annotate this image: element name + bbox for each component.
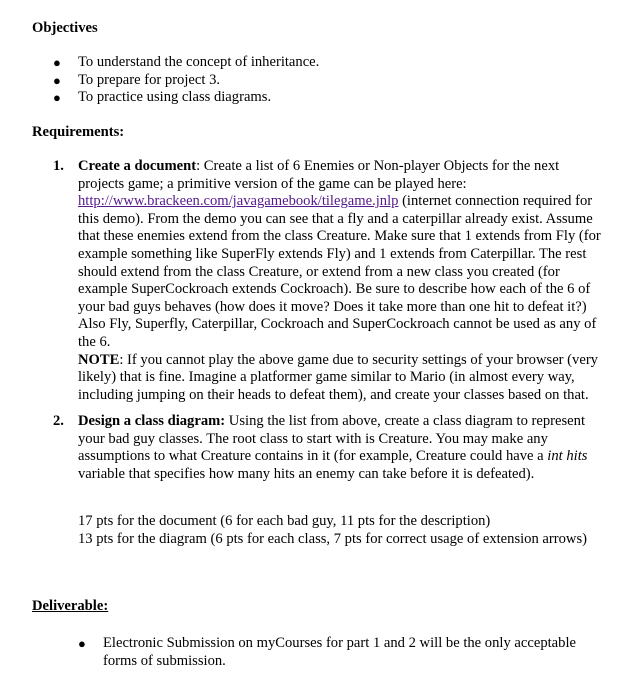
bullet-icon: ●	[53, 55, 61, 70]
requirements-list-2	[53, 413, 606, 483]
deliverable-list	[78, 635, 593, 670]
requirement-item-2: 2. Design a class diagram: Using the list from above, create a class diagram to represent your bad guy classes. The root class to start with is Creature. You may make any assumptions to what Creature contains in it (for example, Creature could have a int hits variable that specifies how many hits an enemy can take before it is defeated).	[53, 413, 588, 482]
requirements-list	[53, 158, 606, 404]
list-item: ● To prepare for project 3.	[53, 71, 221, 88]
game-demo-link[interactable]: http://www.brackeen.com/javagamebook/tilegame.jnlp	[78, 193, 399, 210]
bullet-icon: ●	[53, 72, 61, 88]
objectives-list	[53, 54, 598, 107]
points-breakdown	[78, 513, 618, 548]
item-title: Design a class diagram:	[78, 413, 226, 429]
points-document: 17 pts for the document (6 for each bad guy, 11 pts for the description)	[78, 513, 491, 529]
requirements-heading: Requirements:	[32, 124, 125, 140]
points-diagram: 13 pts for the diagram (6 pts for each class, 7 pts for correct usage of extension arrows)	[78, 530, 587, 547]
item-number: 2.	[53, 413, 64, 429]
list-item: ● Electronic Submission on myCourses for part 1 and 2 will be the only acceptable forms of submission.	[78, 635, 576, 669]
item-title: Create a document	[78, 158, 197, 174]
int-hits-term: int hits	[547, 448, 588, 465]
item-number: 1.	[53, 158, 64, 174]
objectives-heading: Objectives	[32, 20, 98, 36]
bullet-icon: ●	[53, 90, 61, 106]
list-item: ● To understand the concept of inheritance.	[53, 54, 320, 70]
deliverable-heading: Deliverable:	[32, 598, 109, 614]
requirement-item-1: 1. Create a document: Create a list of 6 Enemies or Non-player Objects for the next projects game; a primitive version of the game can be played here: http://www.brackeen.com/javagamebook/tilegame.jnlp (internet connection required for this demo). From the demo you can see that a fly and a caterpillar already exist. Assume that these enemies extend from the class Creature. Make sure that 1 extends from Fly (for example something like SuperFly extends Fly) and 1 extends from Caterpillar. The rest should extend from the class Creature, or extend from a new class you created (for example SuperCockroach extends Cockroach). Be sure to describe how each of the 6 of your bad guys behaves (how does it move? Does it take more than one hit to defeat it?) Also Fly, Superfly, Caterpillar, Cockroach and SuperCockroach cannot be used as any of the 6. NOTE: If you cannot play the above game due to security settings of your browser (very likely) that is fine. Imagine a platformer game similar to Mario (in almost every way, including jumping on their heads to defeat them), and create your classes based on that.	[53, 158, 601, 403]
list-item: ● To practice using class diagrams.	[53, 89, 272, 106]
bullet-icon: ●	[78, 636, 86, 651]
note-label: NOTE	[78, 351, 120, 368]
